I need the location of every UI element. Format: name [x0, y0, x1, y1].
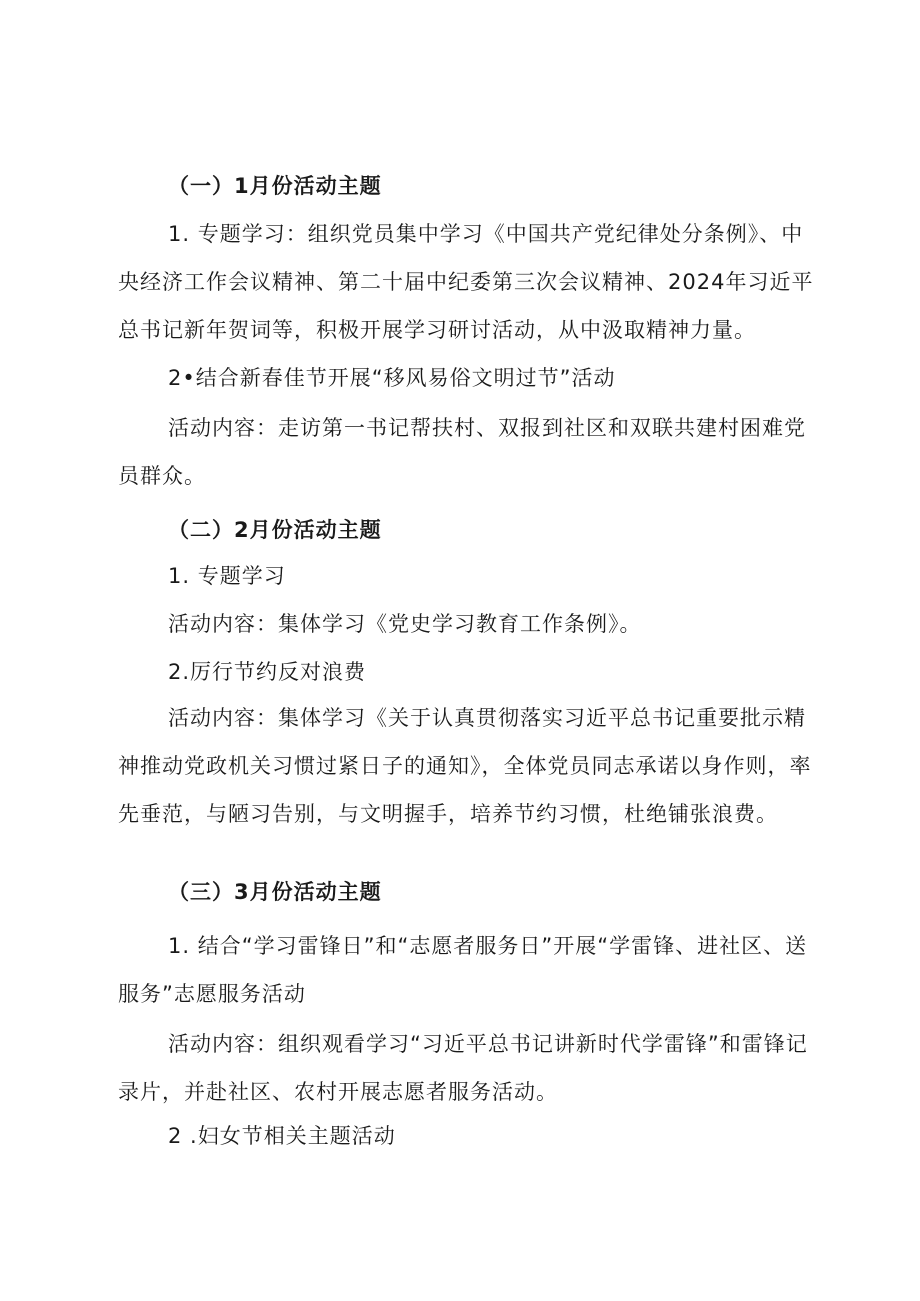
section-2-heading: （二）2月份活动主题 [168, 518, 382, 542]
section-3-item-1: 1. 结合“学习雷锋日”和“志愿者服务日”开展“学雷锋、进社区、送服务”志愿服务活动 [118, 934, 808, 1006]
section-1-heading: （一）1月份活动主题 [168, 174, 382, 198]
section-2-item-4: 活动内容：集体学习《关于认真贯彻落实习近平总书记重要批示精神推动党政机关习惯过紧日子的通知》，全体党员同志承诺以身作则，率先垂范，与陋习告别，与文明握手，培养节约习惯，杜绝铺张浪费。 [118, 706, 812, 826]
section-3-heading: （三）3月份活动主题 [168, 880, 382, 904]
section-1-item-1: 1. 专题学习：组织党员集中学习《中国共产党纪律处分条例》、中央经济工作会议精神、第二十届中纪委第三次会议精神、2024年习近平总书记新年贺词等，积极开展学习研讨活动，从中汲取精神力量。 [118, 222, 814, 342]
section-1-item-2: 2•结合新春佳节开展“移风易俗文明过节”活动 [168, 366, 616, 390]
section-2-item-1: 1. 专题学习 [168, 564, 286, 588]
section-3-item-3: 2 .妇女节相关主题活动 [168, 1124, 396, 1148]
section-1-item-3: 活动内容：走访第一书记帮扶村、双报到社区和双联共建村困难党员群众。 [118, 416, 806, 488]
section-3-item-2: 活动内容：组织观看学习“习近平总书记讲新时代学雷锋”和雷锋记录片，并赴社区、农村开展志愿者服务活动。 [118, 1032, 808, 1104]
section-2-item-3: 2.厉行节约反对浪费 [168, 660, 367, 684]
section-2-item-2: 活动内容：集体学习《党史学习教育工作条例》。 [168, 612, 642, 636]
